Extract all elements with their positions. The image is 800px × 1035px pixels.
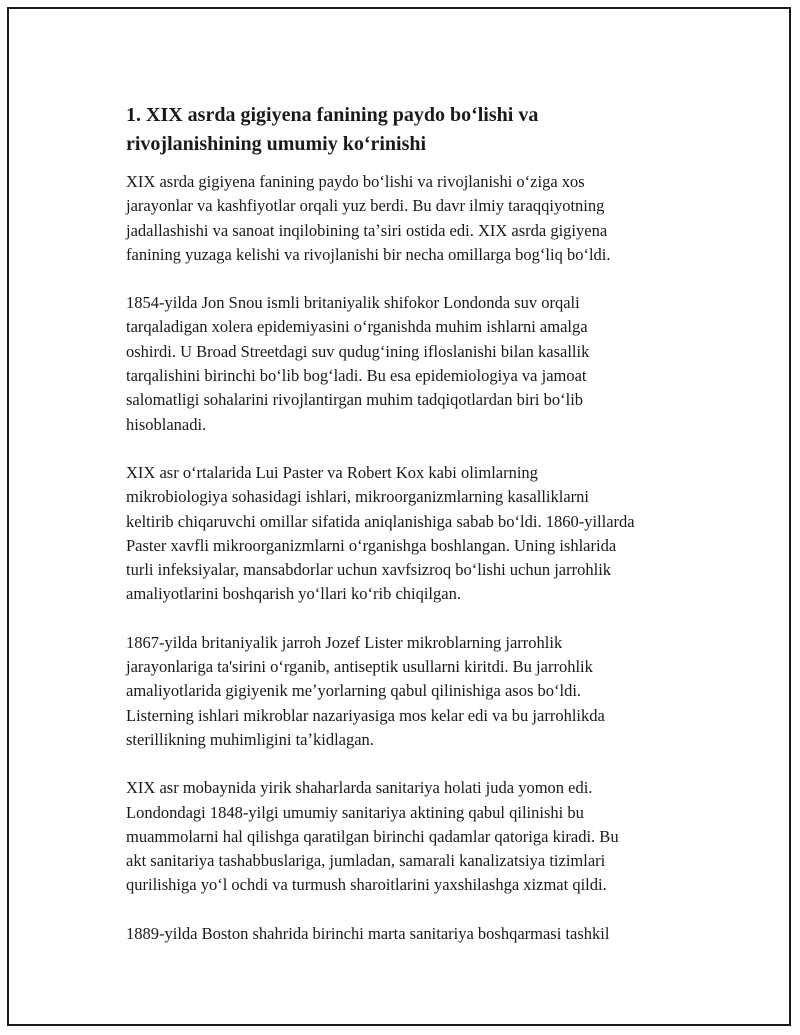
heading-line: rivojlanishining umumiy koʻrinishi [126,133,427,155]
paragraph-line: hisoblanadi. [126,414,207,434]
paragraph-line: Londondagi 1848-yilgi umumiy sanitariya aktining qabul qilinishi bu [126,802,584,822]
paragraph-line: keltirib chiqaruvchi omillar sifatida aniqlanishiga sabab boʻldi. 1860-yillarda [126,511,635,531]
document-body [126,101,706,946]
paragraph [126,631,706,752]
paragraph-line: mikrobiologiya sohasidagi ishlari, mikroorganizmlarning kasalliklarni [126,487,589,507]
paragraph-line: fanining yuzaga kelishi va rivojlanishi bir necha omillarga bogʻliq boʻldi. [126,244,611,264]
paragraph-line: 1867-yilda britaniyalik jarroh Jozef Lister mikroblarning jarrohlik [126,632,563,652]
paragraph [126,461,706,607]
paragraph-line: amaliyotlarida gigiyenik meʼyorlarning qabul qilinishiga asos boʻldi. [126,681,582,701]
paragraph-line: tarqaladigan xolera epidemiyasini oʻrganishda muhim ishlarni amalga [126,317,588,337]
paragraph-line: oshirdi. U Broad Streetdagi suv qudugʻining ifloslanishi bilan kasallik [126,341,590,361]
heading-line: 1. XIX asrda gigiyena fanining paydo boʻlishi va [126,104,539,126]
paragraph-line: XIX asrda gigiyena fanining paydo boʻlishi va rivojlanishi oʻziga xos [126,172,585,191]
paragraph [126,170,706,267]
paragraph-line: jadallashishi va sanoat inqilobining taʼsiri ostida edi. XIX asrda gigiyena [126,220,608,240]
paragraph-line: qurilishiga yoʻl ochdi va turmush sharoitlarini yaxshilashga xizmat qildi. [126,875,607,895]
paragraph-line: Paster xavfli mikroorganizmlarni oʻrganishga boshlangan. Uning ishlarida [126,535,617,555]
paragraph-line: sterillikning muhimligini taʼkidlagan. [126,729,374,749]
paragraph-line: amaliyotlarini boshqarish yoʻllari koʻrib chiqilgan. [126,584,461,604]
paragraph-line: akt sanitariya tashabbuslariga, jumladan, samarali kanalizatsiya tizimlari [126,851,606,871]
paragraph [126,291,706,437]
paragraph [126,776,706,897]
paragraph-line: 1854-yilda Jon Snou ismli britaniyalik shifokor Londonda suv orqali [126,293,580,313]
paragraph-line: salomatligi sohalarini rivojlantirgan muhim tadqiqotlardan biri boʻlib [126,390,584,410]
section-heading [126,101,706,159]
paragraph-line: jarayonlariga ta'sirini oʻrganib, antiseptik usullarni kiritdi. Bu jarrohlik [126,657,593,677]
paragraph [126,922,706,946]
paragraph-line: turli infeksiyalar, mansabdorlar uchun xavfsizroq boʻlishi uchun jarrohlik [126,560,612,580]
paragraph-line: 1889-yilda Boston shahrida birinchi marta sanitariya boshqarmasi tashkil [126,923,610,943]
paragraph-line: muammolarni hal qilishga qaratilgan birinchi qadamlar qatoriga kiradi. Bu [126,826,619,846]
paragraph-line: XIX asr mobaynida yirik shaharlarda sanitariya holati juda yomon edi. [126,778,593,798]
paragraph-line: Listerning ishlari mikroblar nazariyasiga mos kelar edi va bu jarrohlikda [126,705,605,725]
paragraph-line: XIX asr oʻrtalarida Lui Paster va Robert Kox kabi olimlarning [126,462,538,482]
paragraph-line: tarqalishini birinchi boʻlib bogʻladi. Bu esa epidemiologiya va jamoat [126,366,587,386]
page-frame [7,7,791,1026]
paragraph-line: jarayonlar va kashfiyotlar orqali yuz berdi. Bu davr ilmiy taraqqiyotning [126,196,605,216]
